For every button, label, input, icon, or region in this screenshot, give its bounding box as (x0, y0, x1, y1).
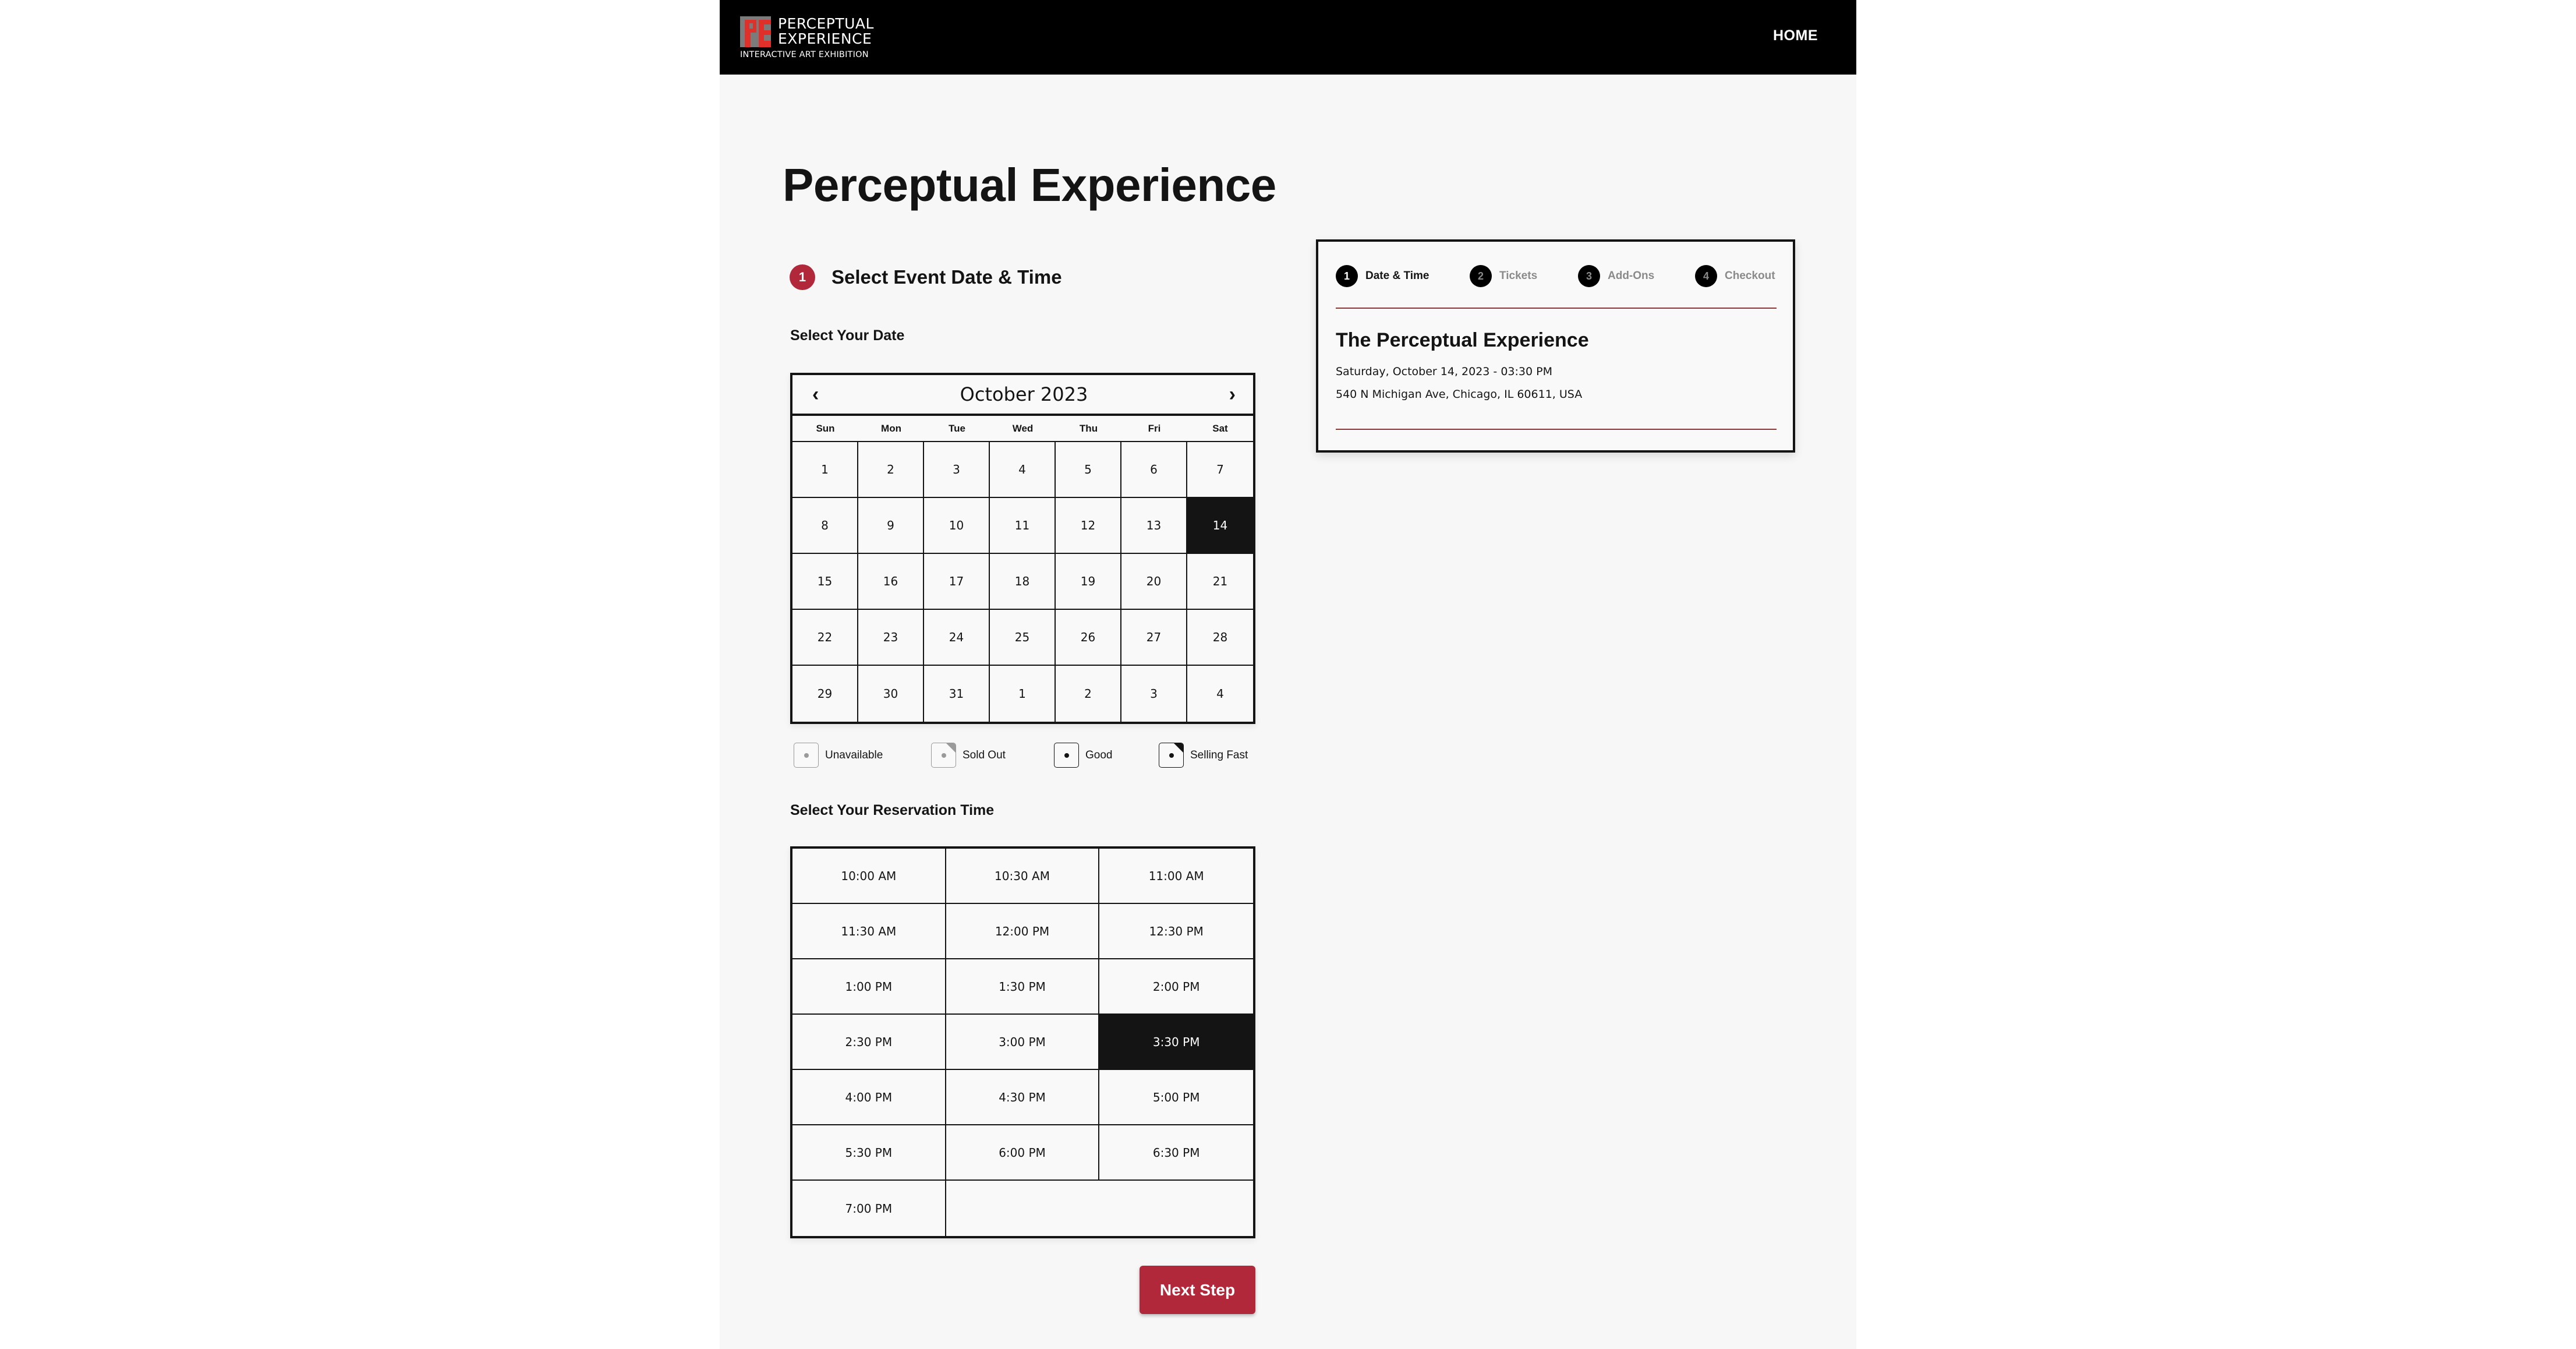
time-slot-button[interactable]: 10:00 AM (792, 849, 946, 904)
time-slot-button[interactable]: 3:00 PM (946, 1015, 1100, 1070)
time-slot-button[interactable]: 11:30 AM (792, 904, 946, 959)
calendar-day-cell[interactable]: 2 (1056, 666, 1121, 722)
date-calendar (790, 373, 1255, 724)
dot-gray-icon (794, 743, 819, 768)
step-2-label: Tickets (1499, 270, 1538, 282)
pe-logo-icon (740, 16, 771, 47)
nav-home-link[interactable]: HOME (1773, 27, 1818, 44)
calendar-day-cell[interactable]: 22 (792, 610, 858, 666)
legend-label: Unavailable (825, 748, 883, 761)
legend-good (1054, 743, 1112, 768)
calendar-day-cell[interactable]: 23 (858, 610, 924, 666)
step-2-badge: 2 (1470, 265, 1492, 287)
calendar-day-cell[interactable]: 4 (990, 442, 1056, 498)
progress-steps (1336, 265, 1775, 287)
time-slot-button[interactable]: 7:00 PM (792, 1181, 946, 1236)
calendar-day-cell[interactable]: 29 (792, 666, 858, 722)
step-number-badge: 1 (790, 264, 815, 290)
calendar-day-cell[interactable]: 13 (1121, 498, 1187, 554)
calendar-day-cell[interactable]: 4 (1216, 687, 1224, 701)
event-title: The Perceptual Experience (1336, 329, 1589, 351)
calendar-day-cell[interactable]: 27 (1121, 610, 1187, 666)
legend-label: Good (1085, 748, 1113, 761)
logo-text-line2: EXPERIENCE (778, 30, 872, 47)
booking-summary-card (1316, 239, 1795, 453)
site-logo[interactable] (740, 16, 891, 61)
event-datetime: Saturday, October 14, 2023 - 03:30 PM (1336, 365, 1552, 378)
summary-divider-bottom (1336, 429, 1777, 430)
time-slot-button[interactable]: 6:00 PM (946, 1125, 1100, 1181)
calendar-day-cell[interactable]: 8 (792, 498, 858, 554)
time-slot-button[interactable]: 12:00 PM (946, 904, 1100, 959)
calendar-day-cell[interactable]: 30 (858, 666, 924, 722)
legend-label: Selling Fast (1190, 748, 1248, 761)
calendar-day-cell[interactable]: 1 (792, 442, 858, 498)
step-1-badge: 1 (1336, 265, 1358, 287)
dot-black-icon (1054, 743, 1079, 768)
calendar-day-cell[interactable]: 20 (1121, 554, 1187, 610)
calendar-day-cell[interactable]: 3 (1121, 666, 1187, 722)
calendar-day-cell[interactable]: 17 (924, 554, 990, 610)
calendar-day-cell[interactable]: 21 (1187, 554, 1253, 610)
time-slot-button[interactable]: 1:30 PM (946, 959, 1100, 1015)
summary-divider-top (1336, 308, 1777, 309)
calendar-day-cell[interactable]: 9 (858, 498, 924, 554)
time-slot-button[interactable]: 6:30 PM (1099, 1125, 1253, 1181)
step-title: Select Event Date & Time (831, 266, 1062, 288)
calendar-day-cell[interactable]: 18 (990, 554, 1056, 610)
weekday-tue: Tue (949, 422, 965, 434)
calendar-day-cell[interactable]: 6 (1121, 442, 1187, 498)
weekday-thu: Thu (1079, 422, 1098, 434)
calendar-day-cell[interactable]: 14 (1187, 498, 1253, 554)
calendar-month-title: October 2023 (960, 383, 1088, 405)
time-slot-button[interactable]: 2:00 PM (1099, 959, 1253, 1015)
time-slot-button[interactable]: 11:00 AM (1099, 849, 1253, 904)
calendar-day-cell[interactable]: 11 (990, 498, 1056, 554)
calendar-day-cell[interactable]: 28 (1187, 610, 1253, 666)
time-slot-grid (790, 846, 1255, 1238)
progress-step-checkout[interactable] (1695, 265, 1775, 287)
step-1-label: Date & Time (1365, 270, 1429, 282)
weekday-fri: Fri (1148, 422, 1161, 434)
calendar-weekdays (792, 416, 1253, 442)
calendar-day-cell[interactable]: 10 (924, 498, 990, 554)
calendar-day-cell[interactable]: 26 (1056, 610, 1121, 666)
time-grid-empty-space (946, 1181, 1253, 1236)
time-slot-button[interactable]: 12:30 PM (1099, 904, 1253, 959)
progress-step-tickets[interactable] (1470, 265, 1537, 287)
calendar-day-cell[interactable]: 15 (792, 554, 858, 610)
weekday-wed: Wed (1012, 422, 1034, 434)
legend-unavailable (794, 743, 883, 768)
time-slot-button[interactable]: 4:30 PM (946, 1070, 1100, 1125)
time-slot-button[interactable]: 10:30 AM (946, 849, 1100, 904)
calendar-day-cell[interactable]: 25 (990, 610, 1056, 666)
time-slot-button[interactable]: 5:30 PM (792, 1125, 946, 1181)
step-4-label: Checkout (1725, 270, 1775, 282)
logo-text-line1: PERCEPTUAL (778, 15, 874, 32)
legend-selling-fast (1159, 743, 1248, 768)
dot-black-corner-icon (1159, 743, 1184, 768)
select-date-label: Select Your Date (790, 327, 905, 344)
time-slot-button[interactable]: 2:30 PM (792, 1015, 946, 1070)
logo-tagline: INTERACTIVE ART EXHIBITION (740, 50, 869, 59)
progress-step-add-ons[interactable] (1578, 265, 1654, 287)
time-slot-button[interactable]: 1:00 PM (792, 959, 946, 1015)
select-time-label: Select Your Reservation Time (790, 802, 995, 818)
prev-month-button[interactable] (812, 384, 819, 404)
next-month-button[interactable] (1229, 384, 1236, 404)
legend-label: Sold Out (963, 748, 1006, 761)
step-4-badge: 4 (1695, 265, 1717, 287)
time-slot-button[interactable]: 4:00 PM (792, 1070, 946, 1125)
calendar-day-cell[interactable]: 24 (924, 610, 990, 666)
availability-legend (794, 743, 1259, 768)
step-3-badge: 3 (1578, 265, 1600, 287)
legend-sold-out (931, 743, 1006, 768)
progress-step-date-time[interactable] (1336, 265, 1429, 287)
step-heading (790, 264, 1062, 290)
step-3-label: Add-Ons (1608, 270, 1655, 282)
chevron-left-icon: ‹ (812, 383, 819, 405)
time-slot-button[interactable]: 3:30 PM (1099, 1015, 1253, 1070)
calendar-day-cell[interactable]: 5 (1056, 442, 1121, 498)
page-title: Perceptual Experience (783, 159, 1276, 211)
calendar-day-cell[interactable]: 1 (990, 666, 1056, 722)
calendar-day-cell[interactable]: 12 (1056, 498, 1121, 554)
chevron-right-icon: › (1229, 383, 1236, 405)
dot-gray-corner-icon (931, 743, 956, 768)
calendar-days-grid (792, 442, 1253, 722)
weekday-mon: Mon (881, 422, 901, 434)
top-navbar (720, 0, 1856, 75)
calendar-day-cell[interactable]: 3 (924, 442, 990, 498)
time-slot-button[interactable]: 5:00 PM (1099, 1070, 1253, 1125)
calendar-header (792, 375, 1253, 416)
weekday-sat: Sat (1212, 422, 1228, 434)
next-step-button[interactable]: Next Step (1140, 1266, 1255, 1314)
calendar-day-cell[interactable]: 2 (858, 442, 924, 498)
calendar-day-cell[interactable]: 7 (1187, 442, 1253, 498)
event-address: 540 N Michigan Ave, Chicago, IL 60611, USA (1336, 388, 1583, 401)
calendar-day-cell[interactable]: 19 (1056, 554, 1121, 610)
calendar-day-cell[interactable]: 16 (858, 554, 924, 610)
page-container (720, 0, 1856, 1349)
weekday-sun: Sun (816, 422, 835, 434)
calendar-day-cell[interactable]: 31 (924, 666, 990, 722)
